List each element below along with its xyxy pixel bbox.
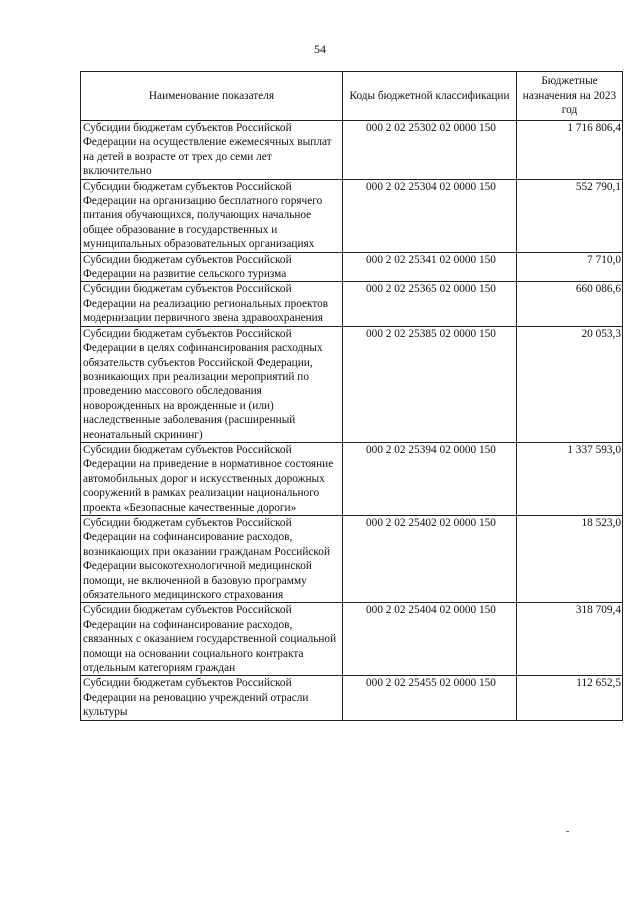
- table-row: [81, 603, 623, 676]
- row-amount: 112 652,5: [517, 676, 623, 720]
- row-code: 000 2 02 25304 02 0000 150: [343, 179, 517, 252]
- row-code: 000 2 02 25302 02 0000 150: [343, 121, 517, 180]
- header-amount: Бюджетные назначения на 2023 год: [517, 72, 623, 121]
- row-amount: 1 337 593,0: [517, 442, 623, 515]
- table-row: [81, 179, 623, 252]
- row-name: Субсидии бюджетам субъектов Российской Федерации на организацию бесплатного горячего питания обучающихся, получающих начальное общее образование в государственных и муниципальных образовательных организациях: [81, 179, 343, 252]
- row-name: Субсидии бюджетам субъектов Российской Федерации на софинансирование расходов, возникающих при оказании гражданам Российской Федерации высокотехнологичной медицинской помощи, не включенной в базовую программу обязательного медицинского страхования: [81, 515, 343, 602]
- row-amount: 18 523,0: [517, 515, 623, 602]
- row-code: 000 2 02 25341 02 0000 150: [343, 252, 517, 282]
- row-name: Субсидии бюджетам субъектов Российской Федерации в целях софинансирования расходных обязательств субъектов Российской Федерации, возникающих при реализации мероприятий по проведению массового обследования новорожденных на врожденные и (или) наследственные заболевания (расширенный неонатальный скрининг): [81, 326, 343, 442]
- budget-table: [80, 71, 623, 721]
- table-header-row: [81, 72, 623, 121]
- row-name: Субсидии бюджетам субъектов Российской Федерации на реновацию учреждений отрасли культуры: [81, 676, 343, 720]
- page-number: 54: [314, 42, 326, 56]
- table-row: [81, 252, 623, 282]
- row-amount: 318 709,4: [517, 603, 623, 676]
- row-code: 000 2 02 25455 02 0000 150: [343, 676, 517, 720]
- header-code: Коды бюджетной классификации: [343, 72, 517, 121]
- row-code: 000 2 02 25385 02 0000 150: [343, 326, 517, 442]
- row-name: Субсидии бюджетам субъектов Российской Федерации на осуществление ежемесячных выплат на детей в возрасте от трех до семи лет включительно: [81, 121, 343, 180]
- table-row: [81, 515, 623, 602]
- row-amount: 20 053,3: [517, 326, 623, 442]
- table-row: [81, 282, 623, 326]
- table-row: [81, 676, 623, 720]
- row-name: Субсидии бюджетам субъектов Российской Федерации на развитие сельского туризма: [81, 252, 343, 282]
- row-name: Субсидии бюджетам субъектов Российской Федерации на приведение в нормативное состояние автомобильных дорог и искусственных дорожных сооружений в рамках реализации национального проекта «Безопасные качественные дороги»: [81, 442, 343, 515]
- row-code: 000 2 02 25365 02 0000 150: [343, 282, 517, 326]
- table-row: [81, 326, 623, 442]
- row-name: Субсидии бюджетам субъектов Российской Федерации на софинансирование расходов, связанных с оказанием государственной социальной помощи на основании социального контракта отдельным категориям граждан: [81, 603, 343, 676]
- table-row: [81, 442, 623, 515]
- row-amount: 552 790,1: [517, 179, 623, 252]
- row-code: 000 2 02 25394 02 0000 150: [343, 442, 517, 515]
- row-amount: 1 716 806,4: [517, 121, 623, 180]
- header-name: Наименование показателя: [81, 72, 343, 121]
- row-code: 000 2 02 25404 02 0000 150: [343, 603, 517, 676]
- row-name: Субсидии бюджетам субъектов Российской Федерации на реализацию региональных проектов модернизации первичного звена здравоохранения: [81, 282, 343, 326]
- footer-mark: -: [566, 826, 570, 837]
- row-code: 000 2 02 25402 02 0000 150: [343, 515, 517, 602]
- table-row: [81, 121, 623, 180]
- row-amount: 660 086,6: [517, 282, 623, 326]
- row-amount: 7 710,0: [517, 252, 623, 282]
